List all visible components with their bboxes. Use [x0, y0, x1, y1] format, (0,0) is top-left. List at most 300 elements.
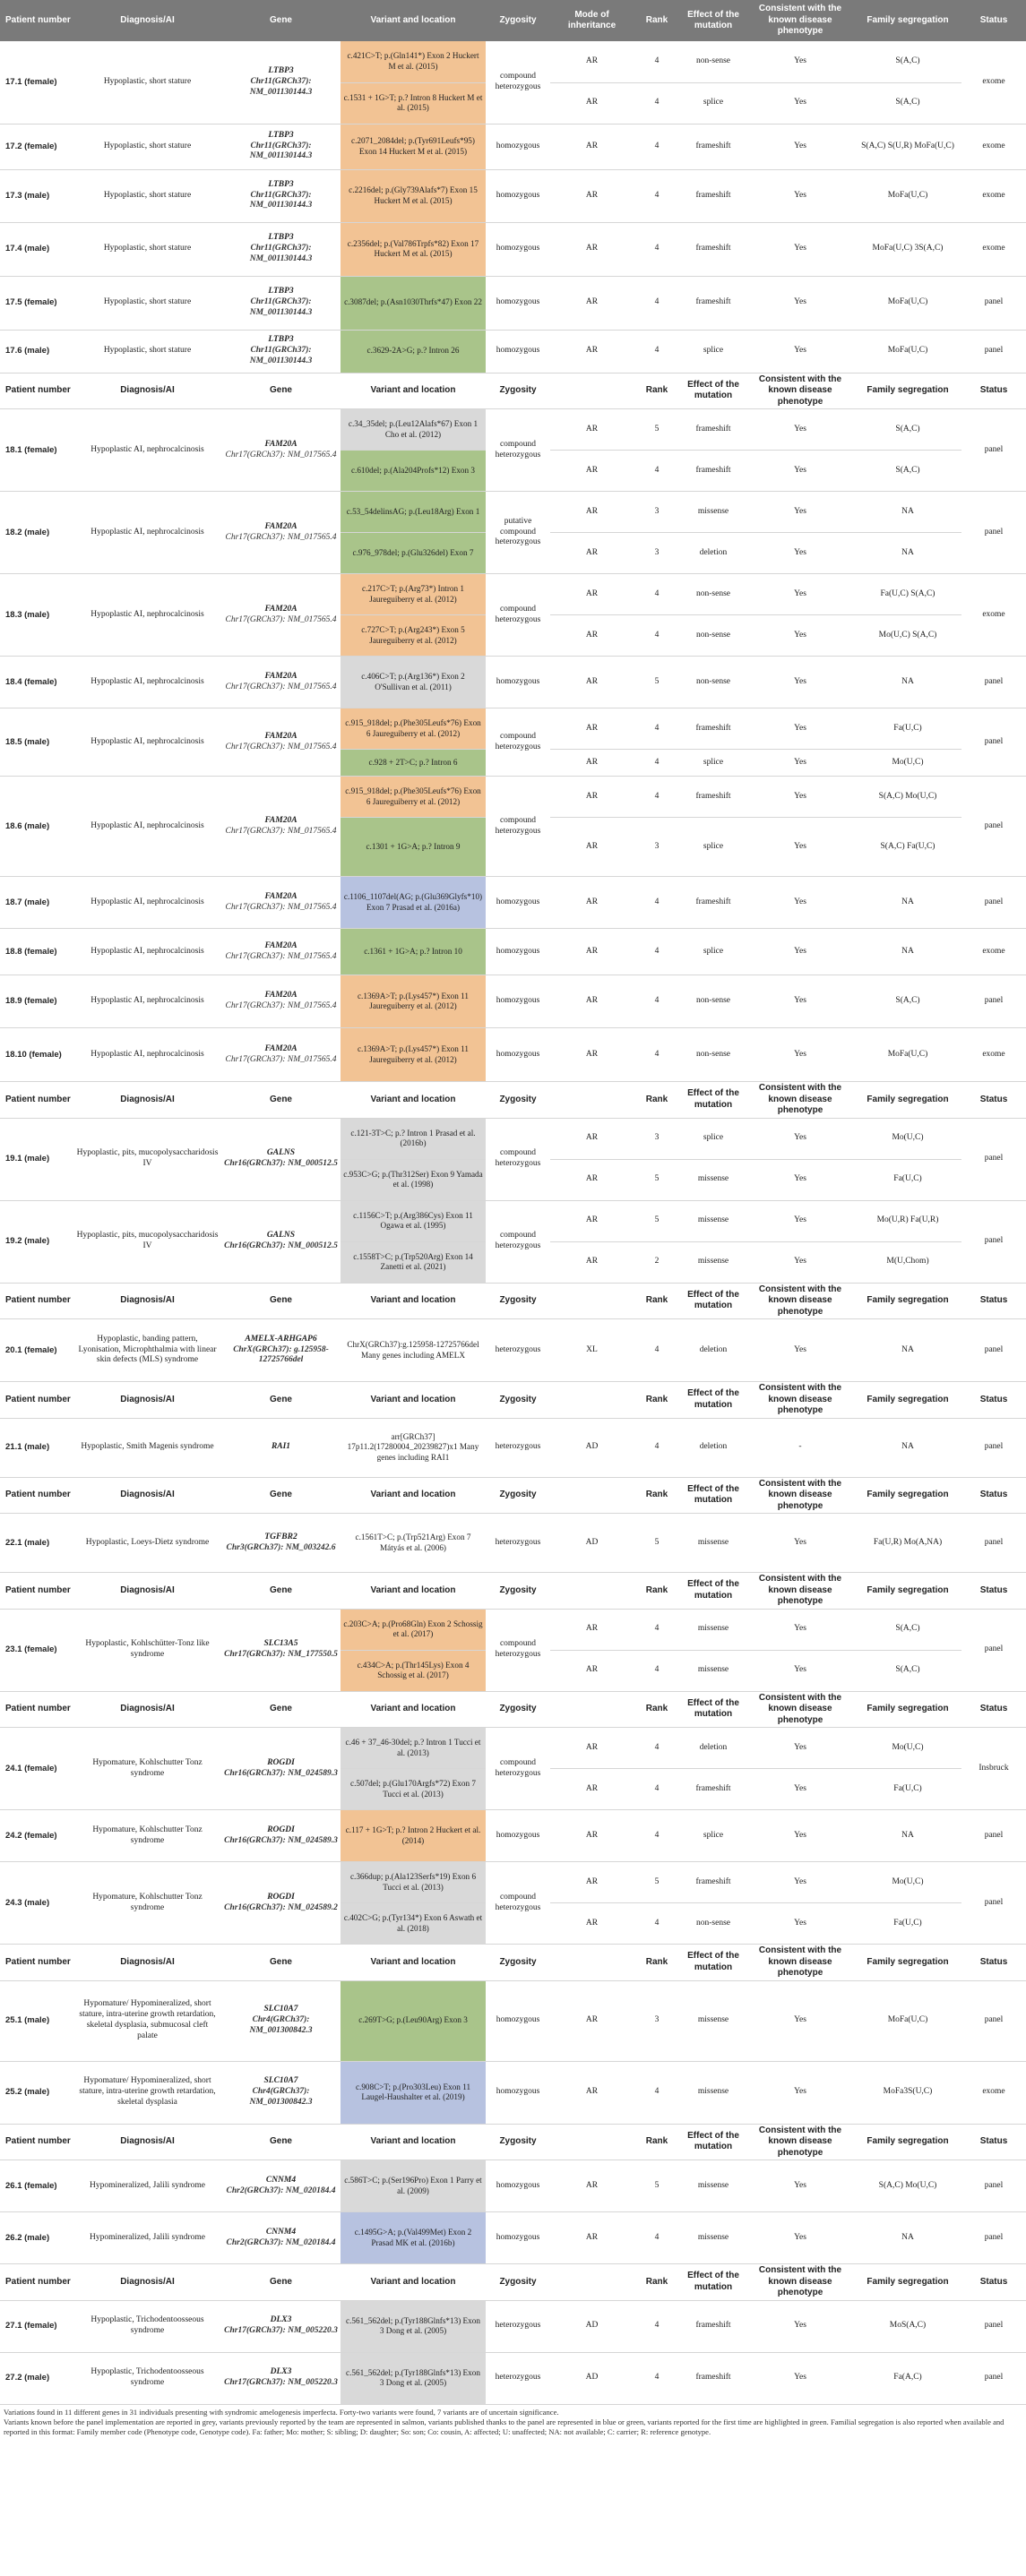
gene	[221, 2300, 341, 2352]
mode-of-inheritance: AR	[550, 1650, 634, 1691]
patient-number: 18.9 (female)	[0, 975, 73, 1028]
header-diagnosis: Diagnosis/AI	[73, 373, 221, 409]
header-status: Status	[961, 1082, 1026, 1119]
table-row	[0, 877, 1026, 929]
header-mode-of-inheritance	[550, 1283, 634, 1319]
header-diagnosis: Diagnosis/AI	[73, 1945, 221, 1981]
gene-reference: Chr17(GRCh37): NM_017565.4	[225, 826, 337, 836]
variant-location: c.121-3T>C; p.? Intron 1 Prasad et al. (2016b)	[341, 1118, 486, 1159]
gene-reference: Chr17(GRCh37): NM_017565.4	[225, 532, 337, 542]
zygosity: heterozygous	[486, 1319, 550, 1382]
header-status: Status	[961, 1691, 1026, 1728]
rank: 5	[634, 1159, 680, 1200]
gene-reference: Chr17(GRCh37): NM_017565.4	[225, 951, 337, 961]
gene	[221, 276, 341, 330]
status: panel	[961, 877, 1026, 929]
gene	[221, 1609, 341, 1691]
patient-number: 24.2 (female)	[0, 1810, 73, 1862]
gene-reference: ChrX(GRCh37): g.125958-12725766del	[233, 1344, 329, 1365]
rank: 4	[634, 330, 680, 373]
patient-number: 20.1 (female)	[0, 1319, 73, 1382]
rank: 4	[634, 2300, 680, 2352]
status: exome	[961, 169, 1026, 222]
status: panel	[961, 1514, 1026, 1573]
diagnosis: Hypoplastic, short stature	[73, 169, 221, 222]
gene	[221, 2212, 341, 2264]
gene	[221, 1028, 341, 1082]
rank: 4	[634, 777, 680, 818]
zygosity: heterozygous	[486, 2352, 550, 2404]
mode-of-inheritance: AR	[550, 1769, 634, 1810]
variant-location: c.561_562del; p.(Tyr188Glnfs*13) Exon 3 Dong et al. (2005)	[341, 2352, 486, 2404]
header-diagnosis: Diagnosis/AI	[73, 1283, 221, 1319]
zygosity: homozygous	[486, 2061, 550, 2124]
variant-location: c.3087del; p.(Asn1030Thrfs*47) Exon 22	[341, 276, 486, 330]
consistent-phenotype: Yes	[746, 2212, 854, 2264]
rank: 2	[634, 1241, 680, 1283]
zygosity: homozygous	[486, 975, 550, 1028]
header-rank: Rank	[634, 1382, 680, 1419]
variant-location: c.1361 + 1G>A; p.? Intron 10	[341, 929, 486, 975]
rank: 4	[634, 2352, 680, 2404]
header-family-segregation: Family segregation	[854, 1283, 961, 1319]
gene	[221, 777, 341, 877]
header-variant-location: Variant and location	[341, 1691, 486, 1728]
effect: missense	[680, 492, 746, 533]
family-segregation: S(A,C) Mo(U,C)	[854, 777, 961, 818]
variant-location: c.1106_1107del(AG; p.(Glu369Glyfs*10) Exon 7 Prasad et al. (2016a)	[341, 877, 486, 929]
header-effect: Effect of the mutation	[680, 1477, 746, 1514]
table-row	[0, 574, 1026, 615]
family-segregation: Mo(U,C)	[854, 1728, 961, 1769]
effect: splice	[680, 1118, 746, 1159]
table-row	[0, 2212, 1026, 2264]
effect: non-sense	[680, 1028, 746, 1082]
mode-of-inheritance: AR	[550, 169, 634, 222]
header-rank: Rank	[634, 1691, 680, 1728]
gene-symbol: LTBP3	[268, 130, 294, 140]
variant-location: c.53_54delinsAG; p.(Leu18Arg) Exon 1	[341, 492, 486, 533]
header-gene: Gene	[221, 1945, 341, 1981]
header-patient-number: Patient number	[0, 0, 73, 41]
variant-location: c.1561T>C; p.(Trp521Arg) Exon 7 Mátyás et al. (2006)	[341, 1514, 486, 1573]
patient-number: 18.6 (male)	[0, 777, 73, 877]
gene-symbol: TGFBR2	[264, 1532, 297, 1541]
mode-of-inheritance: AR	[550, 929, 634, 975]
header-zygosity: Zygosity	[486, 1082, 550, 1119]
header-variant-location: Variant and location	[341, 1283, 486, 1319]
status: panel	[961, 1418, 1026, 1477]
family-segregation: S(A,C)	[854, 1650, 961, 1691]
status: panel	[961, 657, 1026, 708]
mode-of-inheritance: AR	[550, 975, 634, 1028]
table-row	[0, 2352, 1026, 2404]
zygosity: heterozygous	[486, 1418, 550, 1477]
effect: non-sense	[680, 657, 746, 708]
gene-symbol: CNNM4	[265, 2227, 297, 2237]
gene-symbol: DLX3	[270, 2367, 292, 2377]
consistent-phenotype: Yes	[746, 533, 854, 574]
zygosity: homozygous	[486, 1980, 550, 2061]
family-segregation: M(U,Chom)	[854, 1241, 961, 1283]
family-segregation: Mo(U,C) S(A,C)	[854, 615, 961, 657]
patient-number: 18.1 (female)	[0, 409, 73, 492]
gene-reference: Chr17(GRCh37): NM_005220.3	[224, 2378, 338, 2387]
gene	[221, 41, 341, 124]
diagnosis: Hypomature, Kohlschutter Tonz syndrome	[73, 1810, 221, 1862]
rank: 4	[634, 222, 680, 276]
table-row	[0, 1319, 1026, 1382]
effect: splice	[680, 1810, 746, 1862]
family-segregation: Fa(U,C) S(A,C)	[854, 574, 961, 615]
rank: 4	[634, 124, 680, 169]
mode-of-inheritance: AR	[550, 1609, 634, 1650]
patient-number: 23.1 (female)	[0, 1609, 73, 1691]
family-segregation: MoFa(U,C) 3S(A,C)	[854, 222, 961, 276]
patient-number: 26.2 (male)	[0, 2212, 73, 2264]
header-rank: Rank	[634, 1573, 680, 1610]
header-status: Status	[961, 2264, 1026, 2301]
gene-symbol: FAM20A	[264, 1043, 297, 1053]
gene-symbol: ROGDI	[267, 1892, 295, 1902]
table-row	[0, 2160, 1026, 2212]
zygosity: heterozygous	[486, 1514, 550, 1573]
diagnosis: Hypoplastic, Loeys-Dietz syndrome	[73, 1514, 221, 1573]
header-mode-of-inheritance	[550, 1382, 634, 1419]
gene	[221, 1118, 341, 1200]
family-segregation: MoFa(U,C)	[854, 1980, 961, 2061]
rank: 4	[634, 41, 680, 82]
rank: 4	[634, 1609, 680, 1650]
zygosity: homozygous	[486, 2160, 550, 2212]
header-diagnosis: Diagnosis/AI	[73, 1082, 221, 1119]
rank: 4	[634, 929, 680, 975]
rank: 5	[634, 2160, 680, 2212]
header-consistent-phenotype: Consistent with the known disease phenotype	[746, 1945, 854, 1981]
gene	[221, 222, 341, 276]
patient-number: 17.2 (female)	[0, 124, 73, 169]
mode-of-inheritance: AR	[550, 708, 634, 750]
zygosity: compound heterozygous	[486, 1200, 550, 1283]
gene	[221, 1319, 341, 1382]
variant-location: c.928 + 2T>C; p.? Intron 6	[341, 750, 486, 777]
consistent-phenotype: Yes	[746, 657, 854, 708]
patient-number: 27.1 (female)	[0, 2300, 73, 2352]
variant-location: c.117 + 1G>T; p.? Intron 2 Huckert et al. (2014)	[341, 1810, 486, 1862]
gene-symbol: AMELX-ARHGAP6	[245, 1334, 317, 1344]
gene-symbol: LTBP3	[268, 287, 294, 296]
consistent-phenotype: Yes	[746, 818, 854, 877]
gene	[221, 2061, 341, 2124]
variant-location: c.46 + 37_46-30del; p.? Intron 1 Tucci et al. (2013)	[341, 1728, 486, 1769]
gene-symbol: CNNM4	[265, 2175, 297, 2185]
zygosity: homozygous	[486, 1028, 550, 1082]
header-consistent-phenotype: Consistent with the known disease phenotype	[746, 2124, 854, 2160]
gene-reference: Chr17(GRCh37): NM_017565.4	[225, 450, 337, 459]
gene	[221, 330, 341, 373]
header-rank: Rank	[634, 373, 680, 409]
table-row	[0, 657, 1026, 708]
family-segregation: Fa(A,C)	[854, 2352, 961, 2404]
gene-reference: Chr17(GRCh37): NM_177550.5	[224, 1650, 338, 1659]
gene	[221, 2352, 341, 2404]
gene-reference: Chr11(GRCh37): NM_001130144.3	[249, 141, 313, 161]
effect: frameshift	[680, 2352, 746, 2404]
rank: 3	[634, 1118, 680, 1159]
header-family-segregation: Family segregation	[854, 1082, 961, 1119]
status: panel	[961, 1609, 1026, 1691]
effect: splice	[680, 929, 746, 975]
header-status: Status	[961, 0, 1026, 41]
diagnosis: Hypoplastic AI, nephrocalcinosis	[73, 1028, 221, 1082]
header-diagnosis: Diagnosis/AI	[73, 2124, 221, 2160]
variant-location: c.217C>T; p.(Arg73*) Intron 1 Jaureguiberry et al. (2012)	[341, 574, 486, 615]
header-family-segregation: Family segregation	[854, 2264, 961, 2301]
diagnosis: Hypoplastic, short stature	[73, 222, 221, 276]
zygosity: compound heterozygous	[486, 409, 550, 492]
rank: 4	[634, 169, 680, 222]
table-row	[0, 929, 1026, 975]
rank: 4	[634, 1650, 680, 1691]
status: panel	[961, 2212, 1026, 2264]
gene-reference: Chr3(GRCh37): NM_003242.6	[226, 1542, 336, 1552]
mode-of-inheritance: AR	[550, 777, 634, 818]
gene-reference: Chr11(GRCh37): NM_001130144.3	[249, 190, 313, 210]
status: panel	[961, 708, 1026, 777]
consistent-phenotype: Yes	[746, 615, 854, 657]
rank: 4	[634, 82, 680, 124]
header-variant-location: Variant and location	[341, 1082, 486, 1119]
header-diagnosis: Diagnosis/AI	[73, 0, 221, 41]
header-zygosity: Zygosity	[486, 1573, 550, 1610]
header-consistent-phenotype: Consistent with the known disease phenotype	[746, 1382, 854, 1419]
gene-symbol: SLC10A7	[263, 2076, 298, 2086]
header-rank: Rank	[634, 1477, 680, 1514]
gene	[221, 1728, 341, 1810]
header-consistent-phenotype: Consistent with the known disease phenotype	[746, 1477, 854, 1514]
mode-of-inheritance: AR	[550, 276, 634, 330]
gene	[221, 929, 341, 975]
patient-number: 17.1 (female)	[0, 41, 73, 124]
status: panel	[961, 330, 1026, 373]
status: panel	[961, 1980, 1026, 2061]
header-effect: Effect of the mutation	[680, 2264, 746, 2301]
diagnosis: Hypoplastic, pits, mucopolysaccharidosis IV	[73, 1200, 221, 1283]
header-variant-location: Variant and location	[341, 0, 486, 41]
effect: non-sense	[680, 615, 746, 657]
consistent-phenotype: Yes	[746, 41, 854, 82]
header-zygosity: Zygosity	[486, 2124, 550, 2160]
consistent-phenotype: Yes	[746, 750, 854, 777]
family-segregation: NA	[854, 492, 961, 533]
variant-location: c.2356del; p.(Val786Trpfs*82) Exon 17 Huckert M et al. (2015)	[341, 222, 486, 276]
status: exome	[961, 929, 1026, 975]
patient-number: 18.3 (male)	[0, 574, 73, 657]
patient-number: 25.1 (male)	[0, 1980, 73, 2061]
rank: 3	[634, 492, 680, 533]
rank: 5	[634, 1514, 680, 1573]
header-mode-of-inheritance: Mode of inheritance	[550, 0, 634, 41]
rank: 4	[634, 1728, 680, 1769]
gene-symbol: FAM20A	[264, 815, 297, 825]
variant-location: ChrX(GRCh37):g.125958-12725766del Many genes including AMELX	[341, 1319, 486, 1382]
mode-of-inheritance: AR	[550, 1980, 634, 2061]
family-segregation: MoFa(U,C)	[854, 1028, 961, 1082]
header-row	[0, 1945, 1026, 1981]
variant-location: c.1558T>C; p.(Trp520Arg) Exon 14 Zanetti et al. (2021)	[341, 1241, 486, 1283]
patient-number: 24.1 (female)	[0, 1728, 73, 1810]
gene-symbol: SLC13A5	[263, 1639, 298, 1649]
table-row	[0, 708, 1026, 750]
patient-number: 27.2 (male)	[0, 2352, 73, 2404]
zygosity: homozygous	[486, 276, 550, 330]
header-consistent-phenotype: Consistent with the known disease phenotype	[746, 373, 854, 409]
gene-symbol: LTBP3	[268, 335, 294, 345]
effect: missense	[680, 1200, 746, 1241]
header-diagnosis: Diagnosis/AI	[73, 1477, 221, 1514]
header-gene: Gene	[221, 1283, 341, 1319]
zygosity: homozygous	[486, 330, 550, 373]
diagnosis: Hypomature, Kohlschutter Tonz syndrome	[73, 1728, 221, 1810]
header-variant-location: Variant and location	[341, 1382, 486, 1419]
effect: splice	[680, 82, 746, 124]
table-row	[0, 41, 1026, 82]
diagnosis: Hypomineralized, Jalili syndrome	[73, 2160, 221, 2212]
gene-reference: Chr4(GRCh37): NM_001300842.3	[249, 2087, 313, 2107]
gene-reference: Chr11(GRCh37): NM_001130144.3	[249, 76, 313, 97]
effect: splice	[680, 330, 746, 373]
header-mode-of-inheritance	[550, 2124, 634, 2160]
header-status: Status	[961, 373, 1026, 409]
gene-symbol: LTBP3	[268, 65, 294, 75]
variant-location: c.953C>G; p.(Thr312Ser) Exon 9 Yamada et al. (1998)	[341, 1159, 486, 1200]
header-consistent-phenotype: Consistent with the known disease phenotype	[746, 1082, 854, 1119]
zygosity: putative compound heterozygous	[486, 492, 550, 574]
table-row	[0, 1200, 1026, 1241]
effect: missense	[680, 1241, 746, 1283]
header-consistent-phenotype: Consistent with the known disease phenotype	[746, 1283, 854, 1319]
header-patient-number: Patient number	[0, 1573, 73, 1610]
gene	[221, 708, 341, 777]
zygosity: compound heterozygous	[486, 1118, 550, 1200]
patient-number: 24.3 (male)	[0, 1862, 73, 1945]
diagnosis: Hypoplastic, pits, mucopolysaccharidosis IV	[73, 1118, 221, 1200]
header-row	[0, 1573, 1026, 1610]
header-gene: Gene	[221, 1477, 341, 1514]
consistent-phenotype: Yes	[746, 1980, 854, 2061]
consistent-phenotype: Yes	[746, 124, 854, 169]
header-patient-number: Patient number	[0, 1082, 73, 1119]
effect: frameshift	[680, 1862, 746, 1903]
header-zygosity: Zygosity	[486, 1691, 550, 1728]
consistent-phenotype: Yes	[746, 777, 854, 818]
rank: 3	[634, 533, 680, 574]
header-rank: Rank	[634, 1283, 680, 1319]
consistent-phenotype: Yes	[746, 492, 854, 533]
header-variant-location: Variant and location	[341, 1573, 486, 1610]
variant-location: c.434C>A; p.(Thr145Lys) Exon 4 Schossig et al. (2017)	[341, 1650, 486, 1691]
zygosity: compound heterozygous	[486, 41, 550, 124]
variant-location: c.2216del; p.(Gly739Alafs*7) Exon 15 Huckert M et al. (2015)	[341, 169, 486, 222]
zygosity: compound heterozygous	[486, 1862, 550, 1945]
mode-of-inheritance: AR	[550, 1241, 634, 1283]
variant-location: c.269T>G; p.(Leu90Arg) Exon 3	[341, 1980, 486, 2061]
consistent-phenotype: Yes	[746, 409, 854, 451]
gene-reference: Chr4(GRCh37): NM_001300842.3	[249, 2015, 313, 2035]
gene-reference: Chr16(GRCh37): NM_024589.3	[224, 1835, 338, 1845]
consistent-phenotype: Yes	[746, 451, 854, 492]
gene-symbol: DLX3	[270, 2315, 292, 2325]
rank: 4	[634, 750, 680, 777]
effect: frameshift	[680, 708, 746, 750]
variant-location: c.1156C>T; p.(Arg386Cys) Exon 11 Ogawa et al. (1995)	[341, 1200, 486, 1241]
effect: deletion	[680, 1728, 746, 1769]
consistent-phenotype: Yes	[746, 708, 854, 750]
mode-of-inheritance: AR	[550, 2061, 634, 2124]
diagnosis: Hypomineralized, Jalili syndrome	[73, 2212, 221, 2264]
effect: deletion	[680, 1319, 746, 1382]
header-row	[0, 1283, 1026, 1319]
consistent-phenotype: Yes	[746, 1728, 854, 1769]
header-effect: Effect of the mutation	[680, 2124, 746, 2160]
patient-number: 18.4 (female)	[0, 657, 73, 708]
status: exome	[961, 574, 1026, 657]
effect: frameshift	[680, 2300, 746, 2352]
family-segregation: Mo(U,R) Fa(U,R)	[854, 1200, 961, 1241]
mode-of-inheritance: AR	[550, 1200, 634, 1241]
table-row	[0, 1609, 1026, 1650]
header-row	[0, 0, 1026, 41]
consistent-phenotype: Yes	[746, 222, 854, 276]
effect: missense	[680, 1980, 746, 2061]
consistent-phenotype: Yes	[746, 877, 854, 929]
status: panel	[961, 777, 1026, 877]
table-footnote	[0, 2405, 1026, 2438]
patient-number: 17.4 (male)	[0, 222, 73, 276]
rank: 4	[634, 877, 680, 929]
gene-symbol: ROGDI	[267, 1825, 295, 1834]
header-patient-number: Patient number	[0, 1382, 73, 1419]
consistent-phenotype: -	[746, 1418, 854, 1477]
patient-number: 18.7 (male)	[0, 877, 73, 929]
consistent-phenotype: Yes	[746, 1862, 854, 1903]
status: exome	[961, 2061, 1026, 2124]
table-row	[0, 1862, 1026, 1903]
mode-of-inheritance: AR	[550, 1810, 634, 1862]
rank: 3	[634, 1980, 680, 2061]
rank: 4	[634, 451, 680, 492]
header-family-segregation: Family segregation	[854, 373, 961, 409]
status: panel	[961, 1118, 1026, 1200]
status: panel	[961, 2300, 1026, 2352]
header-patient-number: Patient number	[0, 2124, 73, 2160]
family-segregation: S(A,C)	[854, 409, 961, 451]
header-effect: Effect of the mutation	[680, 1082, 746, 1119]
variant-location: c.915_918del; p.(Phe305Leufs*76) Exon 6 Jaureguiberry et al. (2012)	[341, 777, 486, 818]
header-mode-of-inheritance	[550, 1082, 634, 1119]
family-segregation: NA	[854, 657, 961, 708]
variant-location: c.406C>T; p.(Arg136*) Exon 2 O'Sullivan et al. (2011)	[341, 657, 486, 708]
consistent-phenotype: Yes	[746, 574, 854, 615]
gene-symbol: FAM20A	[264, 439, 297, 449]
effect: non-sense	[680, 41, 746, 82]
header-gene: Gene	[221, 1691, 341, 1728]
status: panel	[961, 2160, 1026, 2212]
effect: splice	[680, 818, 746, 877]
rank: 5	[634, 1862, 680, 1903]
gene-symbol: GALNS	[266, 1148, 296, 1158]
diagnosis: Hypoplastic, Trichodentoosseous syndrome	[73, 2300, 221, 2352]
